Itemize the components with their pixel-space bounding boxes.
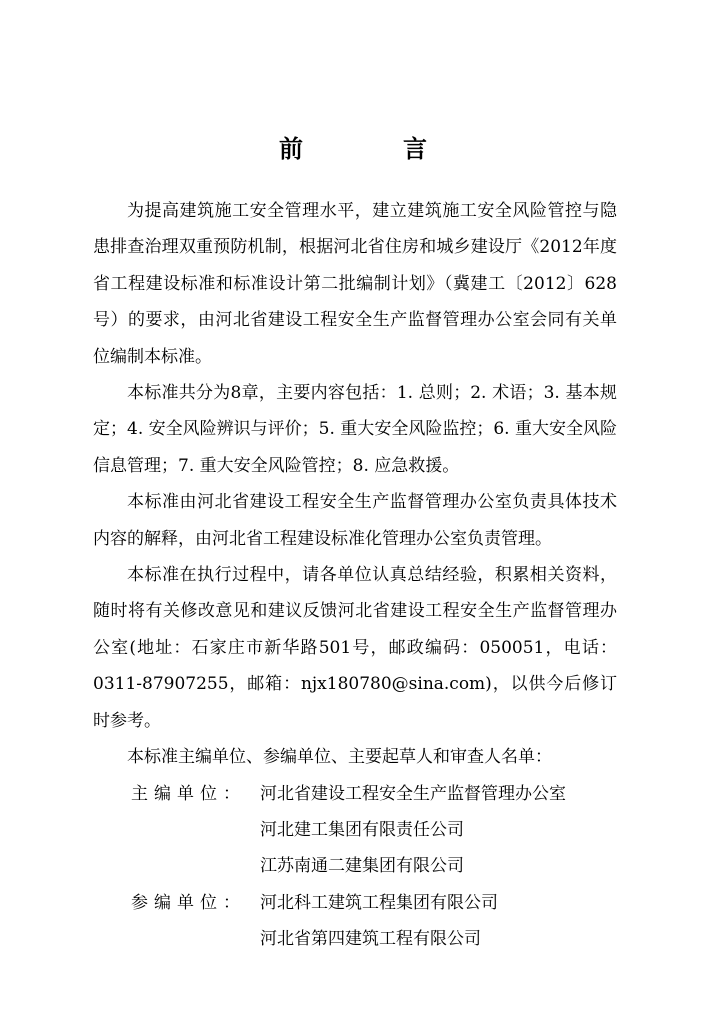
participant-unit-name: 河北省第四建筑工程有限公司	[260, 929, 481, 950]
chief-unit-name: 河北省建设工程安全生产监督管理办公室	[260, 783, 566, 804]
paragraph-feedback: 本标准在执行过程中，请各单位认真总结经验，积累相关资料，随时将有关修改意见和建议反馈河北省建设工程安全生产监督管理办公室(地址：石家庄市新华路501号，邮政编码：050051，电话：0311-87907255，邮箱：njx180780@sina.com)，以供今后修订时参考。	[93, 565, 617, 731]
paragraph-unit-list-intro: 本标准主编单位、参编单位、主要起草人和审查人名单：	[127, 747, 552, 768]
unit-row-chief	[93, 812, 617, 848]
chief-unit-label: 主编单位：	[131, 783, 246, 804]
document-body	[93, 193, 617, 957]
chief-unit-name: 江苏南通二建集团有限公司	[260, 856, 464, 877]
unit-list	[93, 776, 617, 958]
paragraph-interpretation: 本标准由河北省建设工程安全生产监督管理办公室负责具体技术内容的解释，由河北省工程建设标准化管理办公室负责管理。	[93, 492, 617, 549]
participant-unit-name: 河北科工建筑工程集团有限公司	[260, 892, 498, 913]
participant-unit-label: 参编单位：	[131, 892, 246, 913]
unit-row-participant	[93, 921, 617, 957]
paragraph-background: 为提高建筑施工安全管理水平，建立建筑施工安全风险管控与隐患排查治理双重预防机制，根据河北省住房和城乡建设厅《2012年度省工程建设标准和标准设计第二批编制计划》（冀建工〔2012〕628号）的要求，由河北省建设工程安全生产监督管理办公室会同有关单位编制本标准。	[93, 201, 617, 367]
unit-row-chief	[93, 848, 617, 884]
chief-unit-name: 河北建工集团有限责任公司	[260, 819, 464, 840]
page-title: 前 言	[279, 134, 465, 163]
unit-row-chief	[93, 776, 617, 812]
unit-row-participant	[93, 885, 617, 921]
paragraph-chapters: 本标准共分为8章，主要内容包括：1. 总则；2. 术语；3. 基本规定；4. 安全风险辨识与评价；5. 重大安全风险监控；6. 重大安全风险信息管理；7. 重大安全风险管控；8. 应急救援。	[93, 383, 617, 476]
